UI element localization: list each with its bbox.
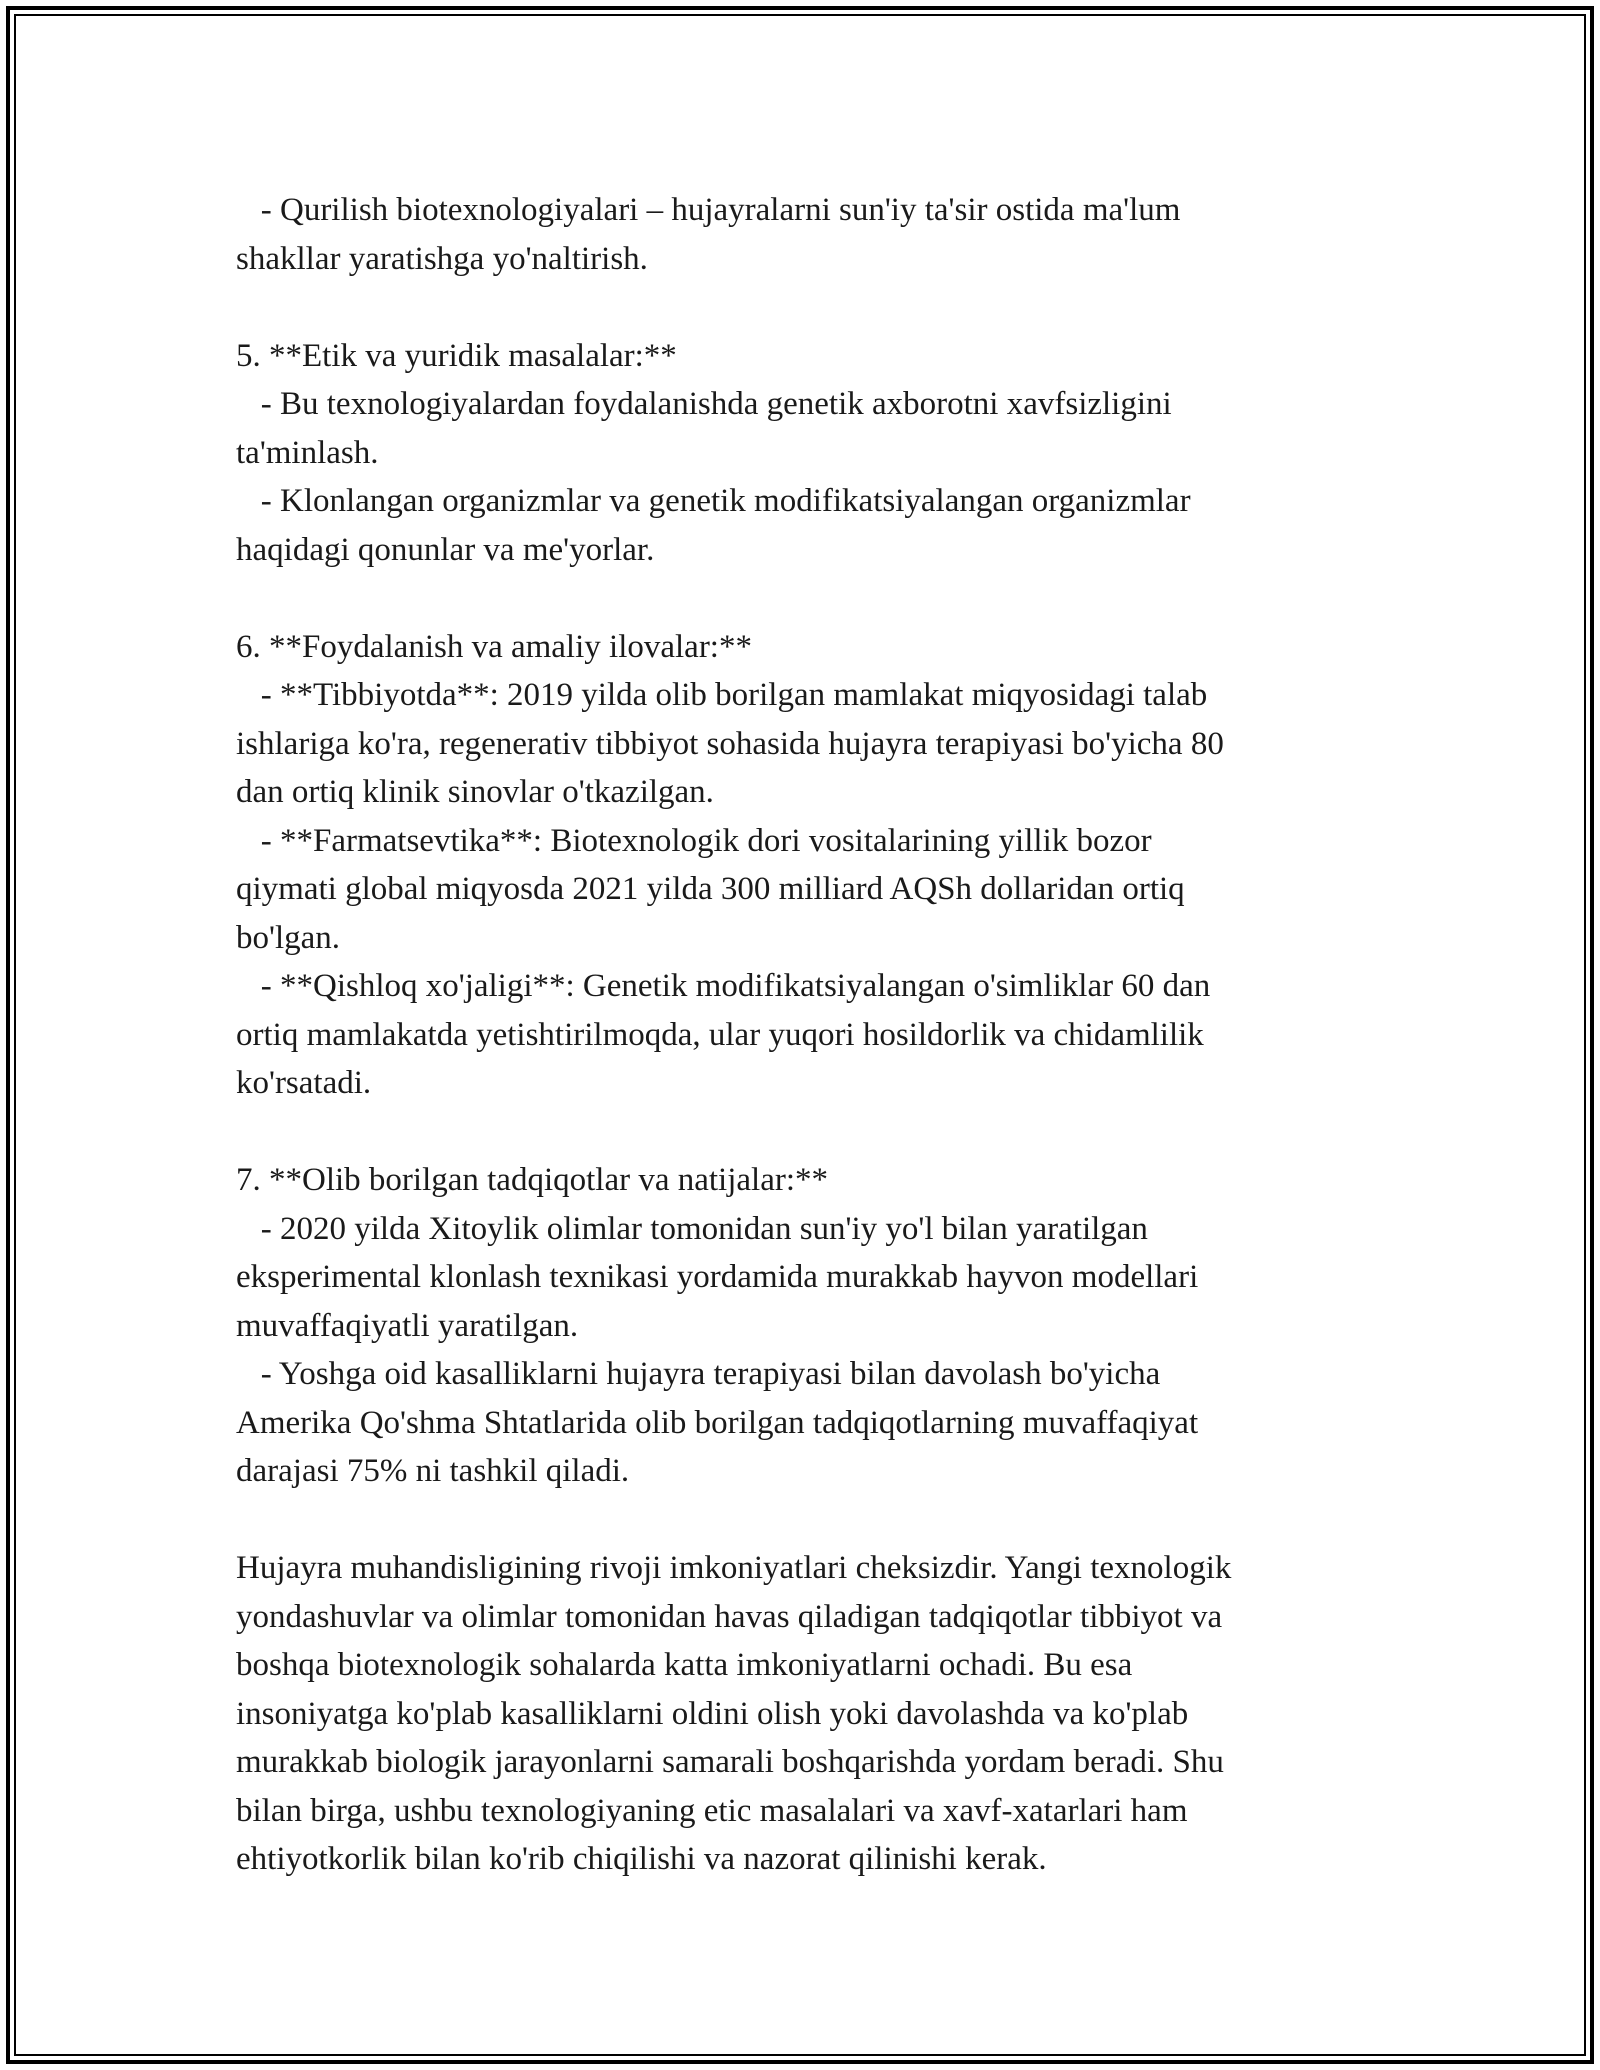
bullet-item [236,1350,1376,1496]
text-line: ta'minlash. [236,434,379,471]
text-line: - 2020 yilda Xitoylik olimlar tomonidan sun'iy yo'l bilan yaratilgan [236,1210,1148,1247]
bullet-item [236,477,1376,574]
text-line: insoniyatga ko'plab kasalliklarni oldini olish yoki davolashda va ko'plab [236,1695,1189,1732]
text-line: shakllar yaratishga yo'naltirish. [236,240,648,277]
text-line: - **Farmatsevtika**: Biotexnologik dori vositalarining yillik bozor [236,822,1152,859]
text-line: qiymati global miqyosda 2021 yilda 300 milliard AQSh dollaridan ortiq [236,871,1185,907]
text-line: yondashuvlar va olimlar tomonidan havas qiladigan tadqiqotlar tibbiyot va [236,1598,1223,1635]
text-line: - Yoshga oid kasalliklarni hujayra terapiyasi bilan davolash bo'yicha [236,1356,1161,1392]
text-line: 5. **Etik va yuridik masalalar:** [236,337,677,374]
text-line: ko'rsatadi. [236,1065,372,1101]
text-line: bo'lgan. [236,919,341,956]
bullet-item [236,671,1376,817]
text-line: ishlariga ko'ra, regenerativ tibbiyot sohasida hujayra terapiyasi bo'yicha 80 [236,725,1224,762]
bullet-item [236,186,1376,283]
text-line: bilan birga, ushbu texnologiyaning etic masalalari va xavf-xatarlari ham [236,1792,1188,1829]
section-heading [236,623,1376,672]
text-line: boshqa biotexnologik sohalarda katta imkoniyatlarni ochadi. Bu esa [236,1647,1133,1683]
text-line: ehtiyotkorlik bilan ko'rib chiqilishi va nazorat qilinishi kerak. [236,1841,1047,1877]
paragraph [236,1544,1376,1884]
text-line: Amerika Qo'shma Shtatlarida olib borilgan tadqiqotlarning muvaffaqiyat [236,1404,1199,1441]
blank-line [236,283,1376,332]
text-line: Hujayra muhandisligining rivoji imkoniyatlari cheksizdir. Yangi texnologik [236,1550,1232,1586]
text-line: - Bu texnologiyalardan foydalanishda genetik axborotni xavfsizligini [236,386,1172,422]
text-line: 7. **Olib borilgan tadqiqotlar va natijalar:** [236,1162,829,1198]
text-line: haqidagi qonunlar va me'yorlar. [236,531,655,568]
text-line: - **Qishloq xo'jaligi**: Genetik modifikatsiyalangan o'simliklar 60 dan [236,968,1211,1004]
bullet-item [236,817,1376,963]
text-line: murakkab biologik jarayonlarni samarali boshqarishda yordam beradi. Shu [236,1744,1224,1780]
text-line: darajasi 75% ni tashkil qiladi. [236,1453,630,1489]
section-heading [236,1156,1376,1205]
text-line: muvaffaqiyatli yaratilgan. [236,1307,579,1344]
bullet-item [236,1205,1376,1351]
blank-line [236,1496,1376,1545]
text-line: - Qurilish biotexnologiyalari – hujayralarni sun'iy ta'sir ostida ma'lum [236,192,1181,228]
text-line: eksperimental klonlash texnikasi yordamida murakkab hayvon modellari [236,1259,1199,1295]
text-line: ortiq mamlakatda yetishtirilmoqda, ular yuqori hosildorlik va chidamlilik [236,1016,1204,1053]
document-body [236,186,1376,1884]
blank-line [236,574,1376,623]
text-line: 6. **Foydalanish va amaliy ilovalar:** [236,628,752,665]
text-line: dan ortiq klinik sinovlar o'tkazilgan. [236,774,714,810]
section-heading [236,332,1376,381]
blank-line [236,1108,1376,1157]
bullet-item [236,380,1376,477]
bullet-item [236,962,1376,1108]
text-line: - Klonlangan organizmlar va genetik modifikatsiyalangan organizmlar [236,483,1191,519]
text-line: - **Tibbiyotda**: 2019 yilda olib borilgan mamlakat miqyosidagi talab [236,677,1208,713]
